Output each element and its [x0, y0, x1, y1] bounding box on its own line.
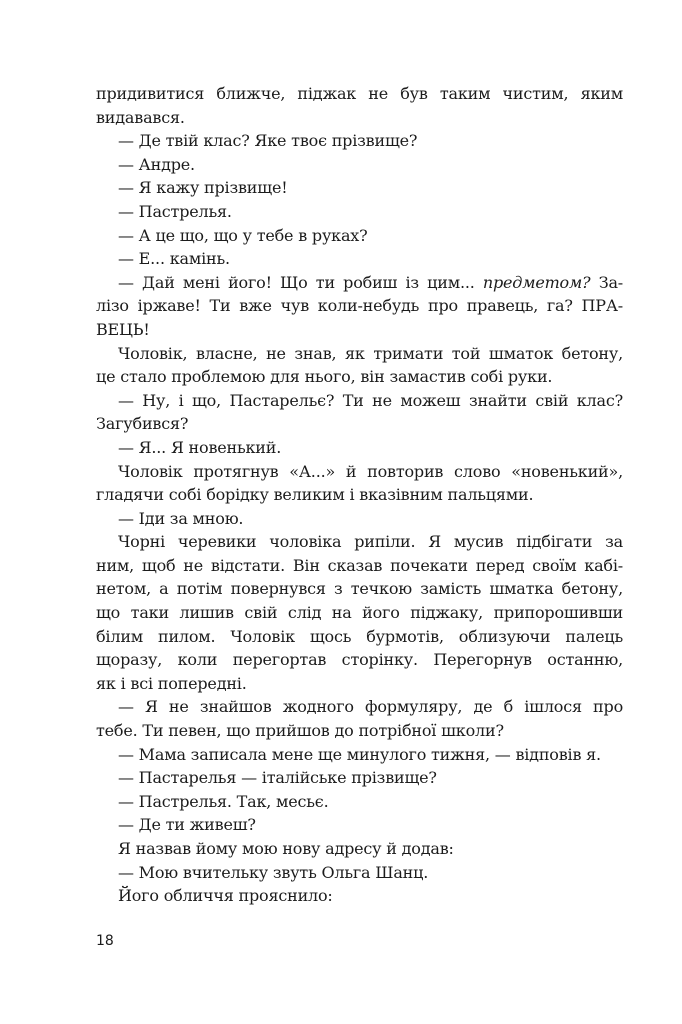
- dialogue-line: — Пастрелья. Так, месьє.: [118, 791, 329, 811]
- page-number: 18: [96, 933, 114, 949]
- dialogue-line: — Пастрелья.: [118, 201, 232, 221]
- text-line: Чоловік, власне, не знав, як тримати той шматок бетону,: [118, 343, 623, 363]
- text-line: Чорні черевики чоловіка рипіли. Я мусив підбігати за: [118, 532, 623, 552]
- book-page-text: [96, 82, 623, 908]
- dialogue-line: — Де ти живеш?: [118, 815, 256, 835]
- dialogue-line: — Андре.: [118, 154, 195, 174]
- dialogue-line: — Пастарелья — італійське прізвище?: [118, 768, 437, 788]
- text-line: що таки лишив свій слід на його піджаку, припорошивши: [96, 603, 623, 623]
- text-line: ним, щоб не відстати. Він сказав почекати перед своїм кабі-: [96, 555, 623, 575]
- dialogue-line: — Дай мені його! Що ти робиш із цим... предметом? За-: [118, 272, 624, 292]
- text-line: ВЕЦЬ!: [96, 319, 150, 339]
- text-line: це стало проблемою для нього, він замастив собі руки.: [96, 367, 553, 387]
- text-line: як і всі попередні.: [96, 673, 247, 693]
- dialogue-line: — Я не знайшов жодного формуляру, де б ішлося про: [118, 697, 623, 717]
- dialogue-line: — Мама записала мене ще минулого тижня, — відповів я.: [118, 744, 601, 764]
- dialogue-line: — Я кажу прізвище!: [118, 178, 288, 198]
- text-line: гладячи собі борідку великим і вказівним пальцями.: [96, 485, 534, 505]
- text-line: тебе. Ти певен, що прийшов до потрібної школи?: [96, 721, 504, 741]
- text-line: Чоловік протягнув «А...» й повторив слово «новенький»,: [118, 461, 623, 481]
- text-line: Його обличчя прояснило:: [118, 886, 333, 906]
- text-line: Загубився?: [96, 414, 189, 434]
- dialogue-line: — Ну, і що, Пастарельє? Ти не можеш знайти свій клас?: [118, 390, 623, 410]
- text-line: Я назвав йому мою нову адресу й додав:: [118, 839, 454, 858]
- text-line: лізо іржаве! Ти вже чув коли-небудь про правець, га? ПРА-: [96, 296, 623, 316]
- dialogue-line: — Е... камінь.: [118, 249, 230, 269]
- dialogue-line: — Я... Я новенький.: [118, 437, 282, 457]
- text-line: видавався.: [96, 107, 185, 127]
- dialogue-line: — Де твій клас? Яке твоє прізвище?: [118, 131, 418, 151]
- dialogue-line: — Мою вчительку звуть Ольга Шанц.: [118, 862, 429, 882]
- dialogue-line: — А це що, що у тебе в руках?: [118, 225, 368, 245]
- text-line: білим пилом. Чоловік щось бурмотів, облизуючи палець: [96, 626, 623, 646]
- text-line: щоразу, коли перегортав сторінку. Перегорнув останню,: [96, 650, 623, 670]
- dialogue-line: — Іди за мною.: [118, 508, 244, 528]
- text-line: придивитися ближче, піджак не був таким чистим, яким: [96, 84, 623, 103]
- text-line: нетом, а потім повернувся з течкою замість шматка бетону,: [96, 579, 623, 599]
